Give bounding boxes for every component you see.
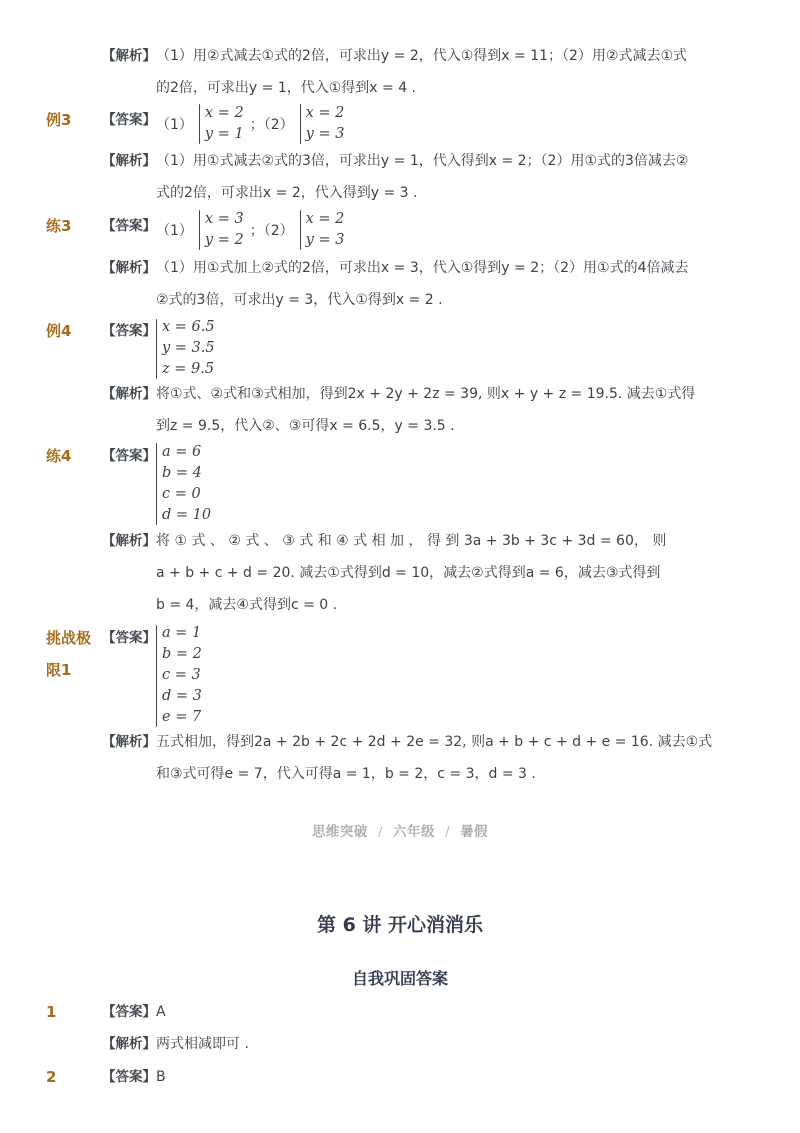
analysis-tag: 【解析】 bbox=[102, 734, 156, 750]
answer-tag: 【答案】 bbox=[102, 1069, 156, 1085]
analysis-text: 五式相加，得到2a + 2b + 2c + 2d + 2e = 32, 则a + b + c + d + e = 16. 减去①式 和③式可得e = 7，代入可得a = 1，b = 2，c = 3，d = 3 . bbox=[156, 734, 713, 782]
analysis-text: 将①式、②式和③式相加，得到2x + 2y + 2z = 39, 则x + y + z = 19.5. 减去①式得 到z = 9.5，代入②、③可得x = 6.5，y = 3.5 . bbox=[156, 386, 696, 434]
analysis-tag: 【解析】 bbox=[102, 48, 156, 64]
answer-systems: （1） x = 3 y = 2 ；（2） x = 2 y = 3 bbox=[156, 209, 344, 251]
example-label: 例3 bbox=[46, 111, 72, 129]
equation-system: x = 3 y = 2 bbox=[199, 209, 244, 251]
practice-label: 练4 bbox=[46, 447, 72, 465]
answer-tag: 【答案】 bbox=[102, 323, 156, 339]
answer-systems bbox=[156, 317, 215, 380]
answer-tag: 【答案】 bbox=[102, 448, 156, 464]
equation-system: a = 6 b = 4 c = 0 d = 10 bbox=[156, 442, 211, 526]
equation-system: x = 6.5 y = 3.5 z = 9.5 bbox=[156, 317, 215, 380]
lecture-title: 第 6 讲 开心消消乐 bbox=[316, 914, 484, 936]
answer-systems bbox=[156, 442, 211, 526]
equation-system: x = 2 y = 1 bbox=[199, 103, 244, 145]
equation-system: x = 2 y = 3 bbox=[300, 209, 345, 251]
analysis-text: 将 ① 式 、 ② 式 、 ③ 式 和 ④ 式 相 加 ， 得 到 3a + 3b + 3c + 3d = 60， 则 a + b + c + d = 20. 减去①式得到d = 10，减去②式得到a = 6，减去③式得到 b = 4，减去④式得到c = 0 . bbox=[156, 533, 667, 613]
answer-value: A bbox=[156, 1004, 166, 1020]
answer-tag: 【答案】 bbox=[102, 630, 156, 646]
answer-tag: 【答案】 bbox=[102, 218, 156, 234]
analysis-tag: 【解析】 bbox=[102, 153, 156, 169]
analysis-tag: 【解析】 bbox=[102, 533, 156, 549]
question-number: 1 bbox=[46, 1003, 57, 1021]
analysis-text: （1）用②式减去①式的2倍，可求出y = 2，代入①得到x = 11；（2）用②式减去①式 的2倍，可求出y = 1，代入①得到x = 4 . bbox=[156, 48, 688, 96]
answer-value: B bbox=[156, 1069, 166, 1085]
page-footer: 思维突破 / 六年级 / 暑假 bbox=[311, 824, 489, 840]
analysis-text: （1）用①式减去②式的3倍，可求出y = 1，代入得到x = 2；（2）用①式的3倍减去② 式的2倍，可求出x = 2，代入得到y = 3 . bbox=[156, 153, 689, 201]
analysis-tag: 【解析】 bbox=[102, 1036, 156, 1052]
analysis-text: （1）用①式加上②式的2倍，可求出x = 3，代入①得到y = 2；（2）用①式的4倍减去 ②式的3倍，可求出y = 3，代入①得到x = 2 . bbox=[156, 260, 689, 308]
equation-system: a = 1 b = 2 c = 3 d = 3 e = 7 bbox=[156, 623, 202, 728]
answer-tag: 【答案】 bbox=[102, 112, 156, 128]
answer-systems bbox=[156, 623, 202, 728]
answer-tag: 【答案】 bbox=[102, 1004, 156, 1020]
analysis-tag: 【解析】 bbox=[102, 386, 156, 402]
practice-label: 练3 bbox=[46, 217, 72, 235]
example-label: 例4 bbox=[46, 322, 72, 340]
question-number: 2 bbox=[46, 1068, 57, 1086]
analysis-tag: 【解析】 bbox=[102, 260, 156, 276]
equation-system: x = 2 y = 3 bbox=[300, 103, 345, 145]
answer-systems: （1） x = 2 y = 1 ；（2） x = 2 y = 3 bbox=[156, 103, 344, 145]
section-title: 自我巩固答案 bbox=[351, 969, 448, 988]
analysis-text: 两式相减即可 . bbox=[156, 1036, 249, 1052]
challenge-label: 挑战极 限1 bbox=[46, 629, 92, 679]
